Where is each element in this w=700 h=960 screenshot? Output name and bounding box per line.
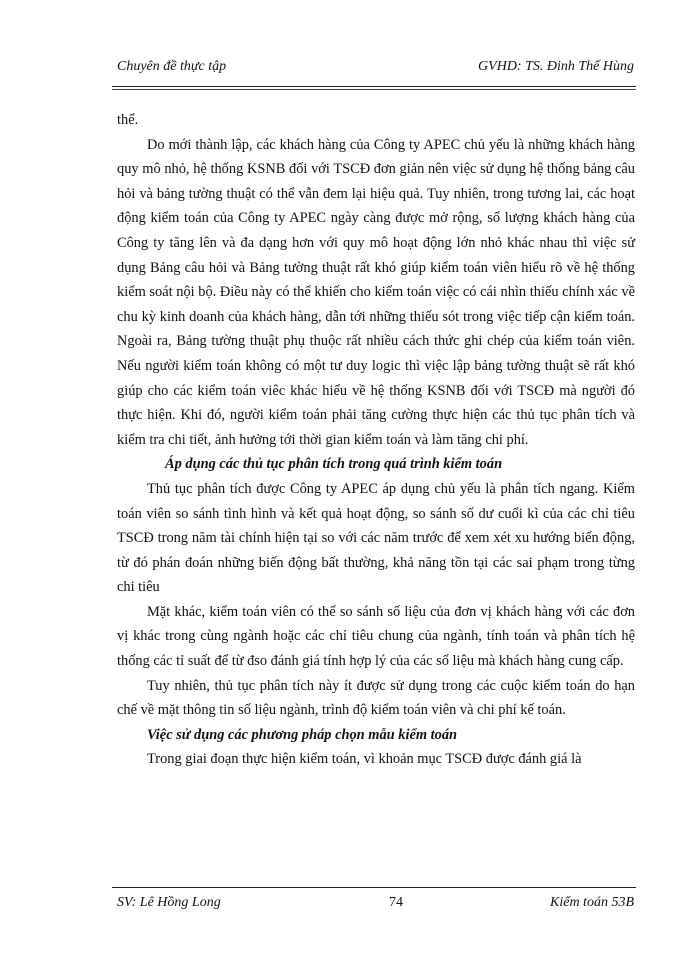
- paragraph-sampling-intro: Trong giai đoạn thực hiện kiểm toán, vì khoản mục TSCĐ được đánh giá là: [147, 751, 582, 768]
- paragraph-industry-comparison: Mặt khác, kiểm toán viên có thể so sánh số liệu của đơn vị khách hàng với các đơn vị khác trong cùng ngành hoặc các chỉ tiêu chung của ngành, tính toán và phân tích hệ thống các tỉ suất để từ đso đánh giá tính hợp lý của các số liệu mà khách hàng cung cấp.: [117, 603, 635, 670]
- footer-class: Kiểm toán 53B: [550, 895, 634, 910]
- paragraph-client-scale: Do mới thành lập, các khách hàng của Công ty APEC chủ yếu là những khách hàng quy mô nhỏ, hệ thống KSNB đối với TSCĐ đơn giản nên việc sử dụng hệ thống bảng câu hỏi và bảng tường thuật có thể vẫn đem lại hiệu quả. Tuy nhiên, trong tương lai, các hoạt động kiểm toán của Công ty APEC ngày càng được mở rộng, số lượng khách hàng của Công ty tăng lên và đa dạng hơn với quy mô hoạt động lớn nhỏ khác nhau thì việc sử dụng Bảng câu hỏi và Bảng tường thuật rất khó giúp kiểm toán viên hiểu rõ về hệ thống kiểm soát nội bộ. Điều này có thể khiến cho kiểm toán việc có cái nhìn thiếu chính xác về chu kỳ kinh doanh của khách hàng, dẫn tới những thiếu sót trong việc tiếp cận kiểm toán. Ngoài ra, Bảng tường thuật phụ thuộc rất nhiều cách thức ghi chép của kiểm toán viên. Nếu người kiểm toán không có một tư duy logic thì việc lập bảng tường thuật sẽ rất khó giúp cho các kiểm toán viêc khác hiểu về hệ thống KSNB đối với TSCĐ mà người đó thực hiện. Khi đó, người kiểm toán phải tăng cường thực hiện các thủ tục phân tích và kiểm tra chi tiết, ảnh hưởng tới thời gian kiểm toán và làm tăng chi phí.: [117, 136, 635, 448]
- header-supervisor: GVHD: TS. Đinh Thế Hùng: [478, 59, 634, 74]
- header-document-title: Chuyên đề thực tập: [117, 59, 227, 74]
- header-divider: [112, 86, 636, 87]
- section-heading-sampling: Việc sử dụng các phương pháp chọn mẫu kiểm toán: [147, 726, 458, 743]
- paragraph-horizontal-analysis: Thủ tục phân tích được Công ty APEC áp dụng chủ yếu là phân tích ngang. Kiểm toán viên so sánh tình hình và kết quả hoạt động, so sánh số dư cuối kì của các chỉ tiêu TSCĐ trong năm tài chính hiện tại so với các năm trước để xem xét xu hướng biến động, từ đó phán đoán những biến động bất thường, khả năng tồn tại các sai phạm trong từng chi tiêu: [117, 480, 635, 596]
- page-body: [117, 108, 635, 772]
- paragraph-continuation: thể.: [117, 112, 139, 128]
- header-divider-thin: [112, 89, 636, 90]
- page-number: 74: [389, 895, 403, 910]
- page-header: [117, 59, 634, 81]
- footer-divider: [112, 887, 636, 888]
- page-footer: [117, 895, 634, 917]
- footer-student-name: SV: Lê Hồng Long: [117, 895, 221, 910]
- paragraph-limitations: Tuy nhiên, thủ tục phân tích này ít được sử dụng trong các cuộc kiểm toán do hạn chế về mặt thông tin số liệu ngành, trình độ kiểm toán viên và chi phí kế toán.: [117, 677, 635, 719]
- section-heading-analytical-procedures: Áp dụng các thủ tục phân tích trong quá trình kiểm toán: [165, 456, 503, 473]
